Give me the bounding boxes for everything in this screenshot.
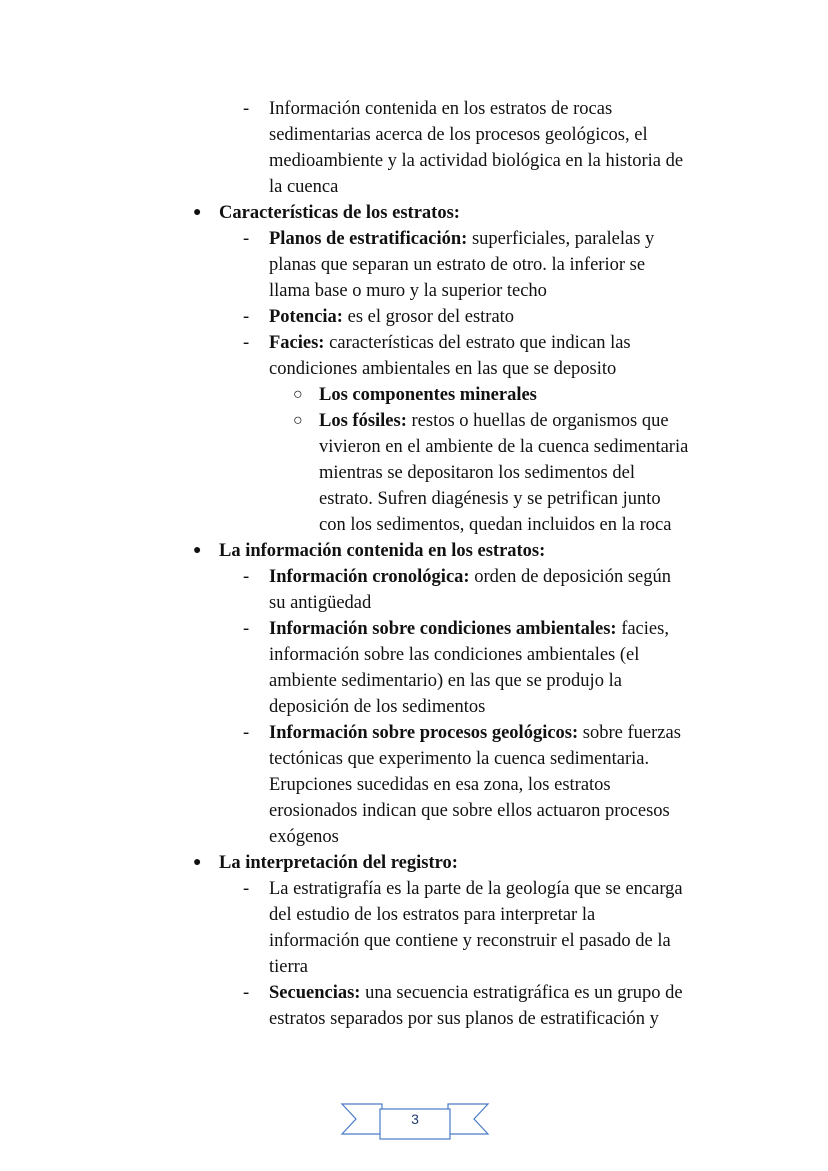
item-text-line: llama base o muro y la superior techo (269, 281, 547, 301)
item-text: sobre fuerzas (578, 723, 681, 743)
bullet-marker: ● (193, 543, 202, 558)
item-secuencias (269, 980, 683, 1006)
bullet-marker: ● (193, 205, 202, 220)
item-label: Facies: (269, 333, 325, 353)
dash-marker: - (243, 983, 250, 1003)
section-heading-interpretation: La interpretación del registro: (219, 853, 458, 873)
item-text: superficiales, paralelas y (467, 229, 655, 249)
item-text-line: Erupciones sucedidas en esa zona, los estratos (269, 775, 611, 795)
item-potencia (269, 304, 514, 330)
subitem-fosiles (319, 408, 669, 434)
item-label: Secuencias: (269, 983, 361, 1003)
circle-marker: ○ (293, 412, 303, 429)
item-label: Información cronológica: (269, 567, 470, 587)
item-text-line: estratos separados por sus planos de estratificación y (269, 1009, 659, 1029)
page-footer (340, 1100, 490, 1142)
item-text: características del estrato que indican las (324, 333, 631, 353)
bullet-marker: ● (193, 855, 202, 870)
item-text: orden de deposición según (469, 567, 671, 587)
item-text-line: del estudio de los estratos para interpretar la (269, 905, 596, 925)
dash-marker: - (243, 879, 250, 899)
item-ambientales (269, 616, 669, 642)
item-text-line: tectónicas que experimento la cuenca sedimentaria. (269, 749, 650, 769)
item-text-line: mientras se depositaron los sedimentos del (319, 463, 635, 483)
item-text-line: tierra (269, 957, 309, 977)
intro-line: medioambiente y la actividad biológica en la historia de (269, 151, 684, 171)
section-heading-characteristics: Características de los estratos: (219, 203, 460, 223)
subitem-minerales: Los componentes minerales (319, 385, 537, 405)
item-label: Planos de estratificación: (269, 229, 468, 249)
item-text-line: planas que separan un estrato de otro. la inferior se (269, 255, 646, 275)
intro-line: Información contenida en los estratos de rocas (269, 99, 613, 119)
item-label: Información sobre procesos geológicos: (269, 723, 579, 743)
item-geologicos (269, 720, 681, 746)
item-label: Los fósiles: (319, 411, 407, 431)
section-heading-information: La información contenida en los estratos: (219, 541, 546, 561)
item-text-line: condiciones ambientales en las que se deposito (269, 359, 617, 379)
circle-marker: ○ (293, 386, 303, 403)
item-text-line: información sobre las condiciones ambientales (el (269, 645, 640, 665)
dash-marker: - (243, 307, 250, 327)
dash-marker: - (243, 619, 250, 639)
item-text: una secuencia estratigráfica es un grupo de (360, 983, 683, 1003)
dash-marker: - (243, 567, 250, 587)
intro-line: sedimentarias acerca de los procesos geológicos, el (269, 125, 648, 145)
page-number: 3 (411, 1111, 419, 1127)
item-cronologica (269, 564, 671, 590)
intro-line: la cuenca (269, 177, 339, 197)
item-text-line: información que contiene y reconstruir el pasado de la (269, 931, 671, 951)
item-label: Información sobre condiciones ambientales: (269, 619, 617, 639)
dash-marker: - (243, 333, 250, 353)
item-text-line: exógenos (269, 827, 339, 847)
item-text-line: estrato. Sufren diagénesis y se petrifican junto (319, 489, 661, 509)
item-facies (269, 330, 631, 356)
item-planos (269, 226, 654, 252)
item-text: facies, (616, 619, 669, 639)
item-text-line: erosionados indican que sobre ellos actuaron procesos (269, 801, 670, 821)
item-text-line: con los sedimentos, quedan incluidos en la roca (319, 515, 672, 535)
item-text-line: su antigüedad (269, 593, 372, 613)
dash-marker: - (243, 723, 250, 743)
item-text-line: vivieron en el ambiente de la cuenca sedimentaria (319, 437, 689, 457)
item-text-line: ambiente sedimentario) en las que se produjo la (269, 671, 622, 691)
item-text-line: deposición de los sedimentos (269, 697, 486, 717)
item-text: es el grosor del estrato (342, 307, 515, 327)
item-text: restos o huellas de organismos que (406, 411, 669, 431)
dash-marker: - (243, 99, 250, 119)
item-label: Potencia: (269, 307, 343, 327)
dash-marker: - (243, 229, 250, 249)
item-estratigrafia: La estratigrafía es la parte de la geología que se encarga (269, 879, 683, 899)
